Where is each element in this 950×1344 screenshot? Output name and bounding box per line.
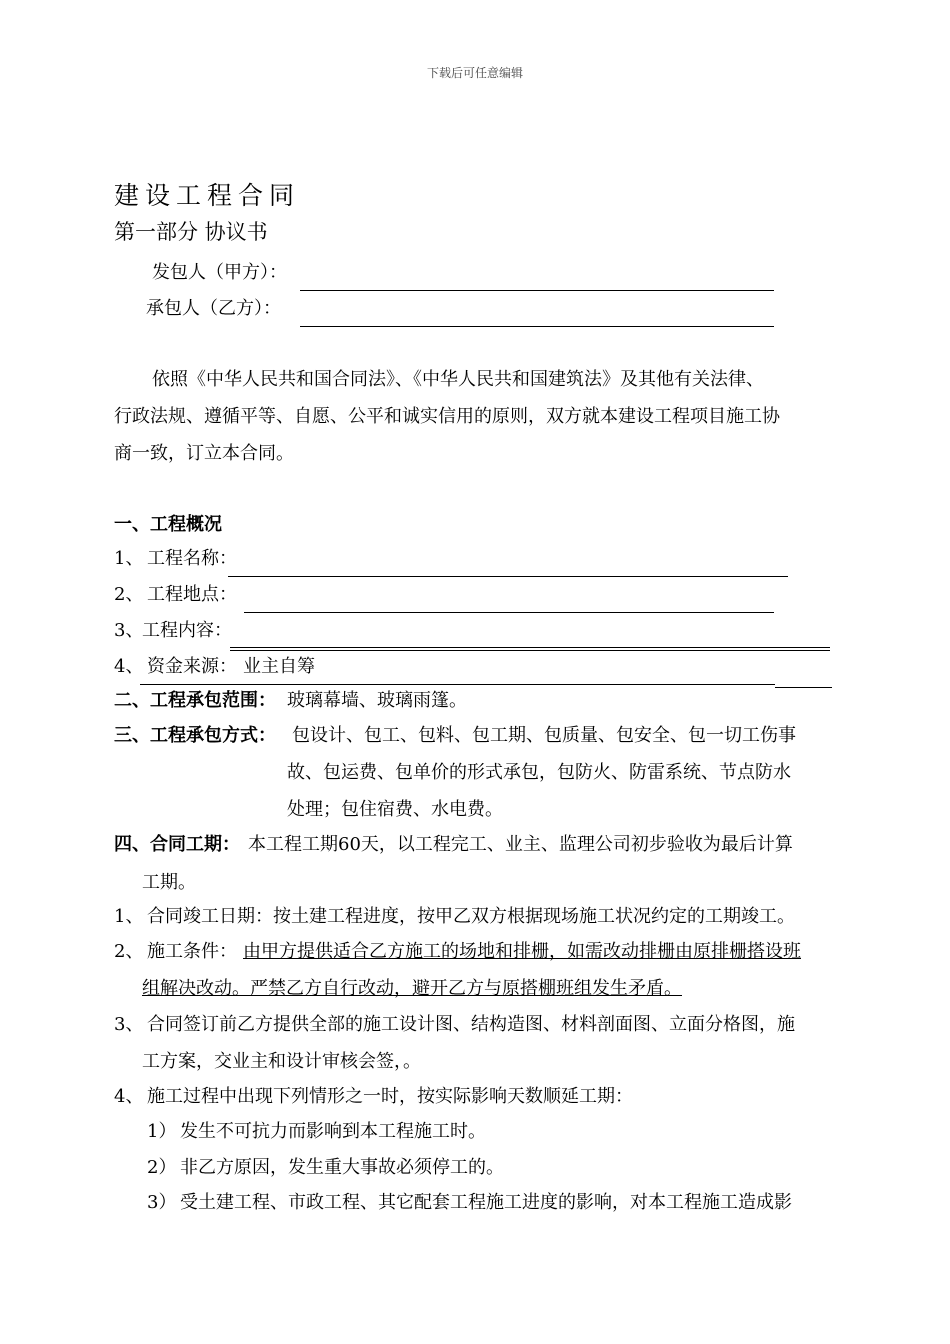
section3-line-2: 故、包运费、包单价的形式承包，包防火、防雷系统、节点防水 [287, 762, 791, 783]
extension-intro-line: 施工过程中出现下列情形之一时，按实际影响天数顺延工期： [147, 1086, 633, 1107]
section3-line-3: 处理；包住宿费、水电费。 [287, 799, 503, 820]
item-num: 2、 [114, 584, 144, 605]
item-num: 1、 [114, 548, 144, 569]
project-location-label: 工程地点： [147, 584, 237, 605]
item-num: 2、 [114, 941, 144, 962]
construction-conditions-line-1: 由甲方提供适合乙方施工的场地和排栅，如需改动排栅由原排栅搭设班 [243, 941, 801, 962]
section1-heading: 一、工程概况 [114, 514, 222, 535]
construction-conditions-label: 施工条件： [147, 941, 237, 962]
document-title: 建设工程合同 [114, 181, 301, 210]
design-docs-line-1: 合同签订前乙方提供全部的施工设计图、结构造图、材料剖面图、立面分格图，施 [147, 1014, 795, 1035]
item-num: 4、 [114, 1086, 144, 1107]
header-note: 下载后可任意编辑 [426, 66, 523, 80]
section2-heading: 二、工程承包范围： [114, 690, 276, 711]
item-num: 1、 [114, 906, 144, 927]
document-subtitle: 第一部分 协议书 [114, 220, 268, 244]
funding-source-blank-line-2 [775, 687, 832, 688]
section4-line-2: 工期。 [142, 872, 196, 893]
subitem-text: 非乙方原因，发生重大事故必须停工的。 [180, 1157, 504, 1178]
funding-source-label: 资金来源： [147, 656, 237, 677]
intro-line-2: 行政法规、遵循平等、自愿、公平和诚实信用的原则，双方就本建设工程项目施工协 [114, 406, 780, 427]
item-num: 3、 [114, 1014, 144, 1035]
section4-heading: 四、合同工期： [114, 834, 240, 855]
funding-source-value: 业主自筹 [243, 656, 315, 677]
subitem-text: 发生不可抗力而影响到本工程施工时。 [180, 1121, 486, 1142]
party-b-blank-line [300, 326, 774, 327]
item-num: 4、 [114, 656, 144, 677]
project-location-blank-line [244, 612, 774, 613]
intro-line-1: 依照《中华人民共和国合同法》、《中华人民共和国建筑法》及其他有关法律、 [152, 369, 764, 390]
section3-line-1: 包设计、包工、包料、包工期、包质量、包安全、包一切工伤事 [292, 725, 796, 746]
construction-conditions-line-2: 组解决改动。严禁乙方自行改动，避开乙方与原搭棚班组发生矛盾。 [142, 978, 682, 999]
project-name-label: 工程名称： [147, 548, 237, 569]
section2-value: 玻璃幕墙、玻璃雨篷。 [287, 690, 467, 711]
subitem-num: 1） [147, 1121, 177, 1142]
funding-source-blank-line [140, 684, 775, 685]
project-content-blank-line-2 [230, 650, 830, 651]
party-a-label: 发包人（甲方）： [152, 262, 287, 283]
project-name-blank-line [228, 576, 788, 577]
project-content-label: 工程内容： [142, 620, 232, 641]
subitem-text: 受土建工程、市政工程、其它配套工程施工进度的影响，对本工程施工造成影 [180, 1192, 792, 1213]
project-content-blank-line [230, 647, 830, 648]
item-num: 3、 [114, 620, 144, 641]
subitem-num: 2） [147, 1157, 177, 1178]
section3-heading: 三、工程承包方式： [114, 725, 276, 746]
party-b-label: 承包人（乙方）： [146, 298, 281, 319]
subitem-num: 3） [147, 1192, 177, 1213]
party-a-blank-line [300, 290, 774, 291]
intro-line-3: 商一致，订立本合同。 [114, 443, 294, 464]
completion-date-line: 合同竣工日期：按土建工程进度，按甲乙双方根据现场施工状况约定的工期竣工。 [147, 906, 795, 927]
section4-line-1: 本工程工期60天，以工程完工、业主、监理公司初步验收为最后计算 [248, 834, 793, 855]
design-docs-line-2: 工方案，交业主和设计审核会签，。 [142, 1051, 421, 1072]
